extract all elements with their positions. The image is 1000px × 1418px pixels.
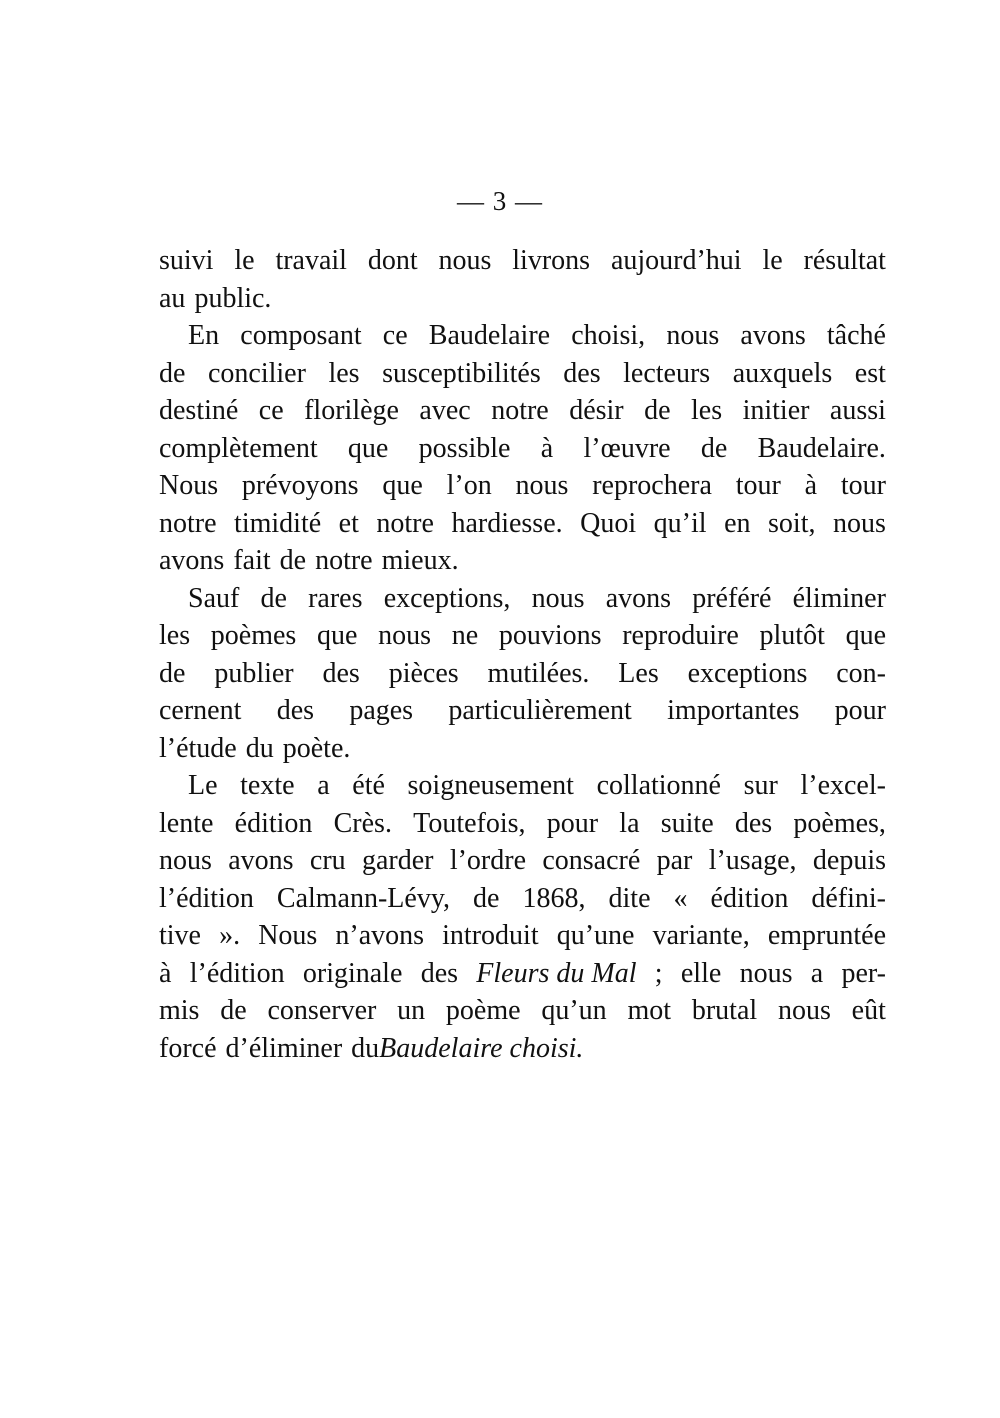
word: les — [328, 357, 360, 389]
word: que — [382, 470, 423, 501]
word: Nous — [159, 470, 219, 501]
word: qu’un — [541, 995, 607, 1026]
word: « — [673, 882, 688, 914]
word: lecteurs — [623, 357, 711, 389]
word: suivi — [159, 245, 214, 276]
text-line — [159, 617, 886, 655]
word: de — [279, 545, 307, 576]
word: préféré — [692, 582, 772, 614]
word: garder — [361, 845, 434, 876]
word: et — [338, 507, 359, 539]
text-line — [159, 655, 886, 693]
word: en — [724, 507, 751, 539]
word: auxquels — [732, 357, 833, 389]
word: 1868, — [522, 882, 586, 914]
word: fait — [233, 545, 271, 576]
text-line — [159, 505, 886, 543]
word: aussi — [829, 395, 886, 426]
word: au — [159, 282, 186, 314]
word: pour — [546, 807, 599, 839]
word: n’avons — [335, 920, 425, 951]
word: depuis — [812, 845, 886, 876]
word: a — [810, 957, 824, 989]
word: à — [540, 432, 554, 464]
word: Baudelaire. — [757, 432, 886, 464]
text-line — [159, 955, 886, 993]
word: tâché — [826, 320, 886, 351]
word: l’excel- — [800, 770, 886, 801]
word: empruntée — [767, 920, 886, 951]
word: des — [734, 807, 773, 839]
word: de — [159, 357, 186, 389]
word: poète. — [282, 732, 351, 764]
word: éliminer — [792, 582, 886, 614]
word: nous — [666, 320, 720, 351]
word: consacré — [542, 845, 641, 876]
word: les — [691, 395, 723, 426]
word: tive — [159, 920, 201, 951]
text-line — [159, 280, 886, 318]
word: édition — [234, 807, 313, 839]
word: dite — [608, 882, 651, 914]
word: originale — [302, 957, 403, 989]
word: reproduire — [622, 620, 739, 651]
word: que — [347, 432, 389, 464]
word: ce — [382, 320, 408, 351]
word: notre — [315, 545, 373, 576]
word: aujourd’hui — [610, 245, 742, 276]
word: du — [245, 732, 274, 764]
word: susceptibilités — [382, 357, 541, 389]
text-line — [159, 355, 886, 393]
word: introduit — [442, 920, 539, 951]
word: mis — [159, 995, 200, 1026]
word: Calmann-Lévy, — [276, 882, 451, 914]
word: la — [619, 807, 640, 839]
italic-title: Baudelaire choisi. — [379, 1032, 584, 1064]
word: Quoi — [580, 507, 637, 539]
word: qu’une — [556, 920, 635, 951]
word: initier — [742, 395, 810, 426]
text-line — [159, 730, 886, 768]
word: de — [159, 657, 186, 689]
word: notre — [159, 507, 217, 539]
word: nous — [438, 245, 492, 276]
word: tour — [840, 470, 886, 501]
word: Toutefois, — [413, 807, 526, 839]
word: avons — [605, 582, 672, 614]
word: prévoyons — [241, 470, 359, 501]
word: complètement — [159, 432, 318, 464]
word: qu’il — [653, 507, 707, 539]
text-line — [159, 692, 886, 730]
word: l’édition — [159, 882, 254, 914]
word: suite — [660, 807, 714, 839]
word: soigneusement — [407, 770, 574, 801]
word: du — [351, 1032, 380, 1064]
word: publier — [214, 657, 294, 689]
word: plutôt — [759, 620, 825, 651]
word: composant — [240, 320, 362, 351]
word: possible — [418, 432, 511, 464]
word: l’on — [446, 470, 492, 501]
word: travail — [275, 245, 347, 276]
word: l’œuvre — [583, 432, 671, 464]
word: ce — [258, 395, 284, 426]
word: cru — [309, 845, 346, 876]
text-line — [159, 880, 886, 918]
word: des — [563, 357, 601, 389]
word: que — [845, 620, 886, 651]
text-line — [159, 392, 886, 430]
word: de — [700, 432, 728, 464]
word: l’ordre — [449, 845, 527, 876]
word: per- — [841, 957, 886, 989]
word: résultat — [803, 245, 886, 276]
word: texte — [240, 770, 295, 801]
text-line — [159, 805, 886, 843]
word: reprochera — [592, 470, 712, 501]
word: soit, — [768, 507, 816, 539]
word: variante, — [652, 920, 750, 951]
word: des — [276, 695, 315, 726]
word: Crès. — [333, 807, 392, 839]
word: nous — [378, 620, 432, 651]
word: de — [644, 395, 671, 426]
word: Baudelaire — [428, 320, 551, 351]
word: En — [188, 320, 220, 351]
word: défini- — [811, 882, 886, 914]
italic-title: Fleurs du Mal — [476, 957, 637, 989]
word: forcé — [159, 1032, 217, 1064]
word: le — [234, 245, 255, 276]
word: brutal — [691, 995, 758, 1026]
word: rares — [308, 582, 363, 614]
word: mieux. — [381, 545, 459, 576]
word: les — [159, 620, 191, 651]
word: été — [352, 770, 385, 801]
word: conserver — [267, 995, 377, 1026]
text-line — [159, 917, 886, 955]
text-line — [159, 1030, 886, 1068]
word: pages — [349, 695, 414, 726]
word: florilège — [304, 395, 399, 426]
word: pouvions — [498, 620, 602, 651]
word: Nous — [258, 920, 318, 951]
word: tour — [735, 470, 781, 501]
word: le — [762, 245, 783, 276]
word: poèmes, — [793, 807, 886, 839]
word: édition — [710, 882, 789, 914]
word: nous — [777, 995, 831, 1026]
text-line — [159, 580, 886, 618]
word: de — [220, 995, 247, 1026]
word: nous — [515, 470, 569, 501]
word: pièces — [388, 657, 459, 689]
word: que — [317, 620, 358, 651]
text-line — [159, 842, 886, 880]
word: avec — [419, 395, 471, 426]
word: dont — [367, 245, 418, 276]
word: ». — [219, 920, 241, 951]
word: destiné — [159, 395, 239, 426]
text-line — [159, 767, 886, 805]
word: à — [804, 470, 818, 501]
word: poèmes — [210, 620, 297, 651]
text-line — [159, 317, 886, 355]
word: des — [322, 657, 360, 689]
word: de — [260, 582, 287, 614]
word: collationné — [596, 770, 721, 801]
word: pour — [834, 695, 886, 726]
word: nous — [159, 845, 212, 876]
word: public. — [194, 282, 272, 314]
word: poème — [445, 995, 521, 1026]
word: avons — [228, 845, 294, 876]
word: mutilées. — [487, 657, 590, 689]
word: des — [420, 957, 459, 989]
word: choisi, — [571, 320, 646, 351]
word: sur — [743, 770, 778, 801]
word: avons — [740, 320, 806, 351]
word: l’édition — [189, 957, 285, 989]
text-line — [159, 467, 886, 505]
word: est — [854, 357, 886, 389]
word: désir — [569, 395, 624, 426]
word: notre — [376, 507, 434, 539]
word: l’étude — [159, 732, 237, 764]
word: livrons — [512, 245, 591, 276]
word: exceptions, — [383, 582, 511, 614]
text-line — [159, 430, 886, 468]
word: nous — [531, 582, 585, 614]
word: ne — [451, 620, 479, 651]
word: à — [159, 957, 172, 989]
word: d’éliminer — [225, 1032, 343, 1064]
word: Sauf — [188, 582, 240, 614]
word: importantes — [667, 695, 800, 726]
word: Le — [188, 770, 218, 801]
word: nous — [739, 957, 793, 989]
body-text — [159, 242, 886, 1067]
word: exceptions — [687, 657, 808, 689]
page-number: — 3 — — [457, 186, 543, 216]
word: a — [317, 770, 330, 801]
word: . — [576, 1032, 584, 1064]
word: avons — [159, 545, 225, 576]
word: cernent — [159, 695, 242, 726]
word: hardiesse. — [451, 507, 563, 539]
word: Les — [618, 657, 659, 689]
word: nous — [833, 507, 886, 539]
word: par — [656, 845, 693, 876]
word: un — [397, 995, 426, 1026]
word: notre — [491, 395, 549, 426]
word: con- — [836, 657, 886, 689]
word: mot — [627, 995, 672, 1026]
text-line — [159, 242, 886, 280]
word: particulièrement — [448, 695, 632, 726]
word: timidité — [234, 507, 322, 539]
word: ; — [654, 957, 663, 989]
word: l’usage, — [708, 845, 797, 876]
text-line — [159, 992, 886, 1030]
word: de — [473, 882, 500, 914]
text-line — [159, 542, 886, 580]
word: concilier — [207, 357, 306, 389]
word: eût — [851, 995, 886, 1026]
word: lente — [159, 807, 214, 839]
word: elle — [680, 957, 722, 989]
